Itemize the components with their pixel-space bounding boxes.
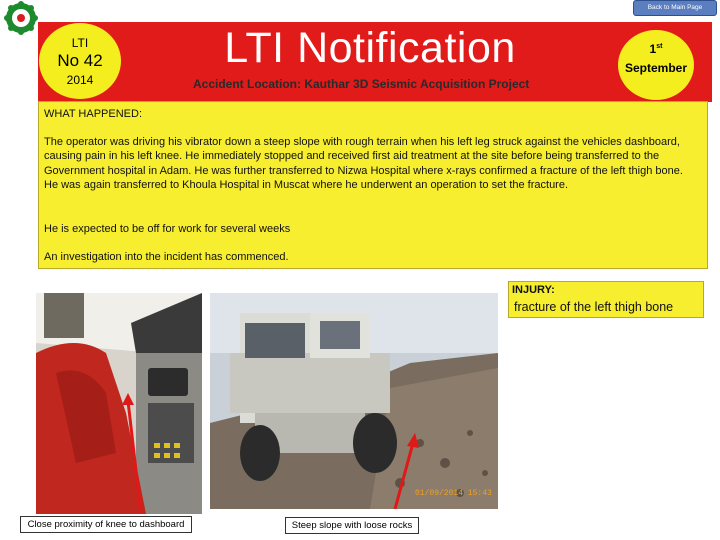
page-title: LTI Notification xyxy=(224,24,516,72)
what-happened-paragraph-3: An investigation into the incident has commenced. xyxy=(44,251,289,263)
date-month: September xyxy=(624,61,688,75)
what-happened-paragraph-2: He is expected to be off for work for several weeks xyxy=(44,223,291,235)
what-happened-paragraph-1: The operator was driving his vibrator down a steep slope with rough terrain when his left leg struck against the vehicles dashboard, causing pain in his left knee. He immediately stopped and received first aid treatment at the site before being transferred to the Government hospital in Adam. He was further transferred to Nizwa Hospital where x-rays confirmed a fracture of the left thigh bone. He was again transferred to Khoula Hospital in Muscat where he underwent an operation to set the fracture. xyxy=(44,136,683,191)
photo-steep-slope xyxy=(210,293,498,509)
accident-location: Accident Location: Kauthar 3D Seismic Acquisition Project xyxy=(193,77,530,91)
what-happened-heading: WHAT HAPPENED: xyxy=(44,108,142,120)
back-to-main-page-button[interactable]: Back to Main Page xyxy=(633,0,717,16)
injury-description: fracture of the left thigh bone xyxy=(514,300,674,314)
company-logo xyxy=(0,0,42,36)
injury-panel xyxy=(508,281,704,318)
lti-badge-number: No 42 xyxy=(57,51,103,70)
photo-2-caption: Steep slope with loose rocks xyxy=(285,517,419,534)
lti-number-badge xyxy=(39,23,121,99)
lti-badge-label: LTI xyxy=(71,36,89,50)
date-day: 1st xyxy=(649,42,663,56)
date-badge xyxy=(618,30,694,100)
what-happened-panel xyxy=(38,101,708,269)
photo-knee-dashboard xyxy=(36,293,202,514)
injury-heading: INJURY: xyxy=(512,284,555,296)
date-day-suffix: st xyxy=(656,43,663,50)
lti-badge-year: 2014 xyxy=(66,73,94,87)
photo-timestamp: 01/09/2014 15:43 xyxy=(415,489,492,498)
photo-1-caption: Close proximity of knee to dashboard xyxy=(20,516,192,533)
